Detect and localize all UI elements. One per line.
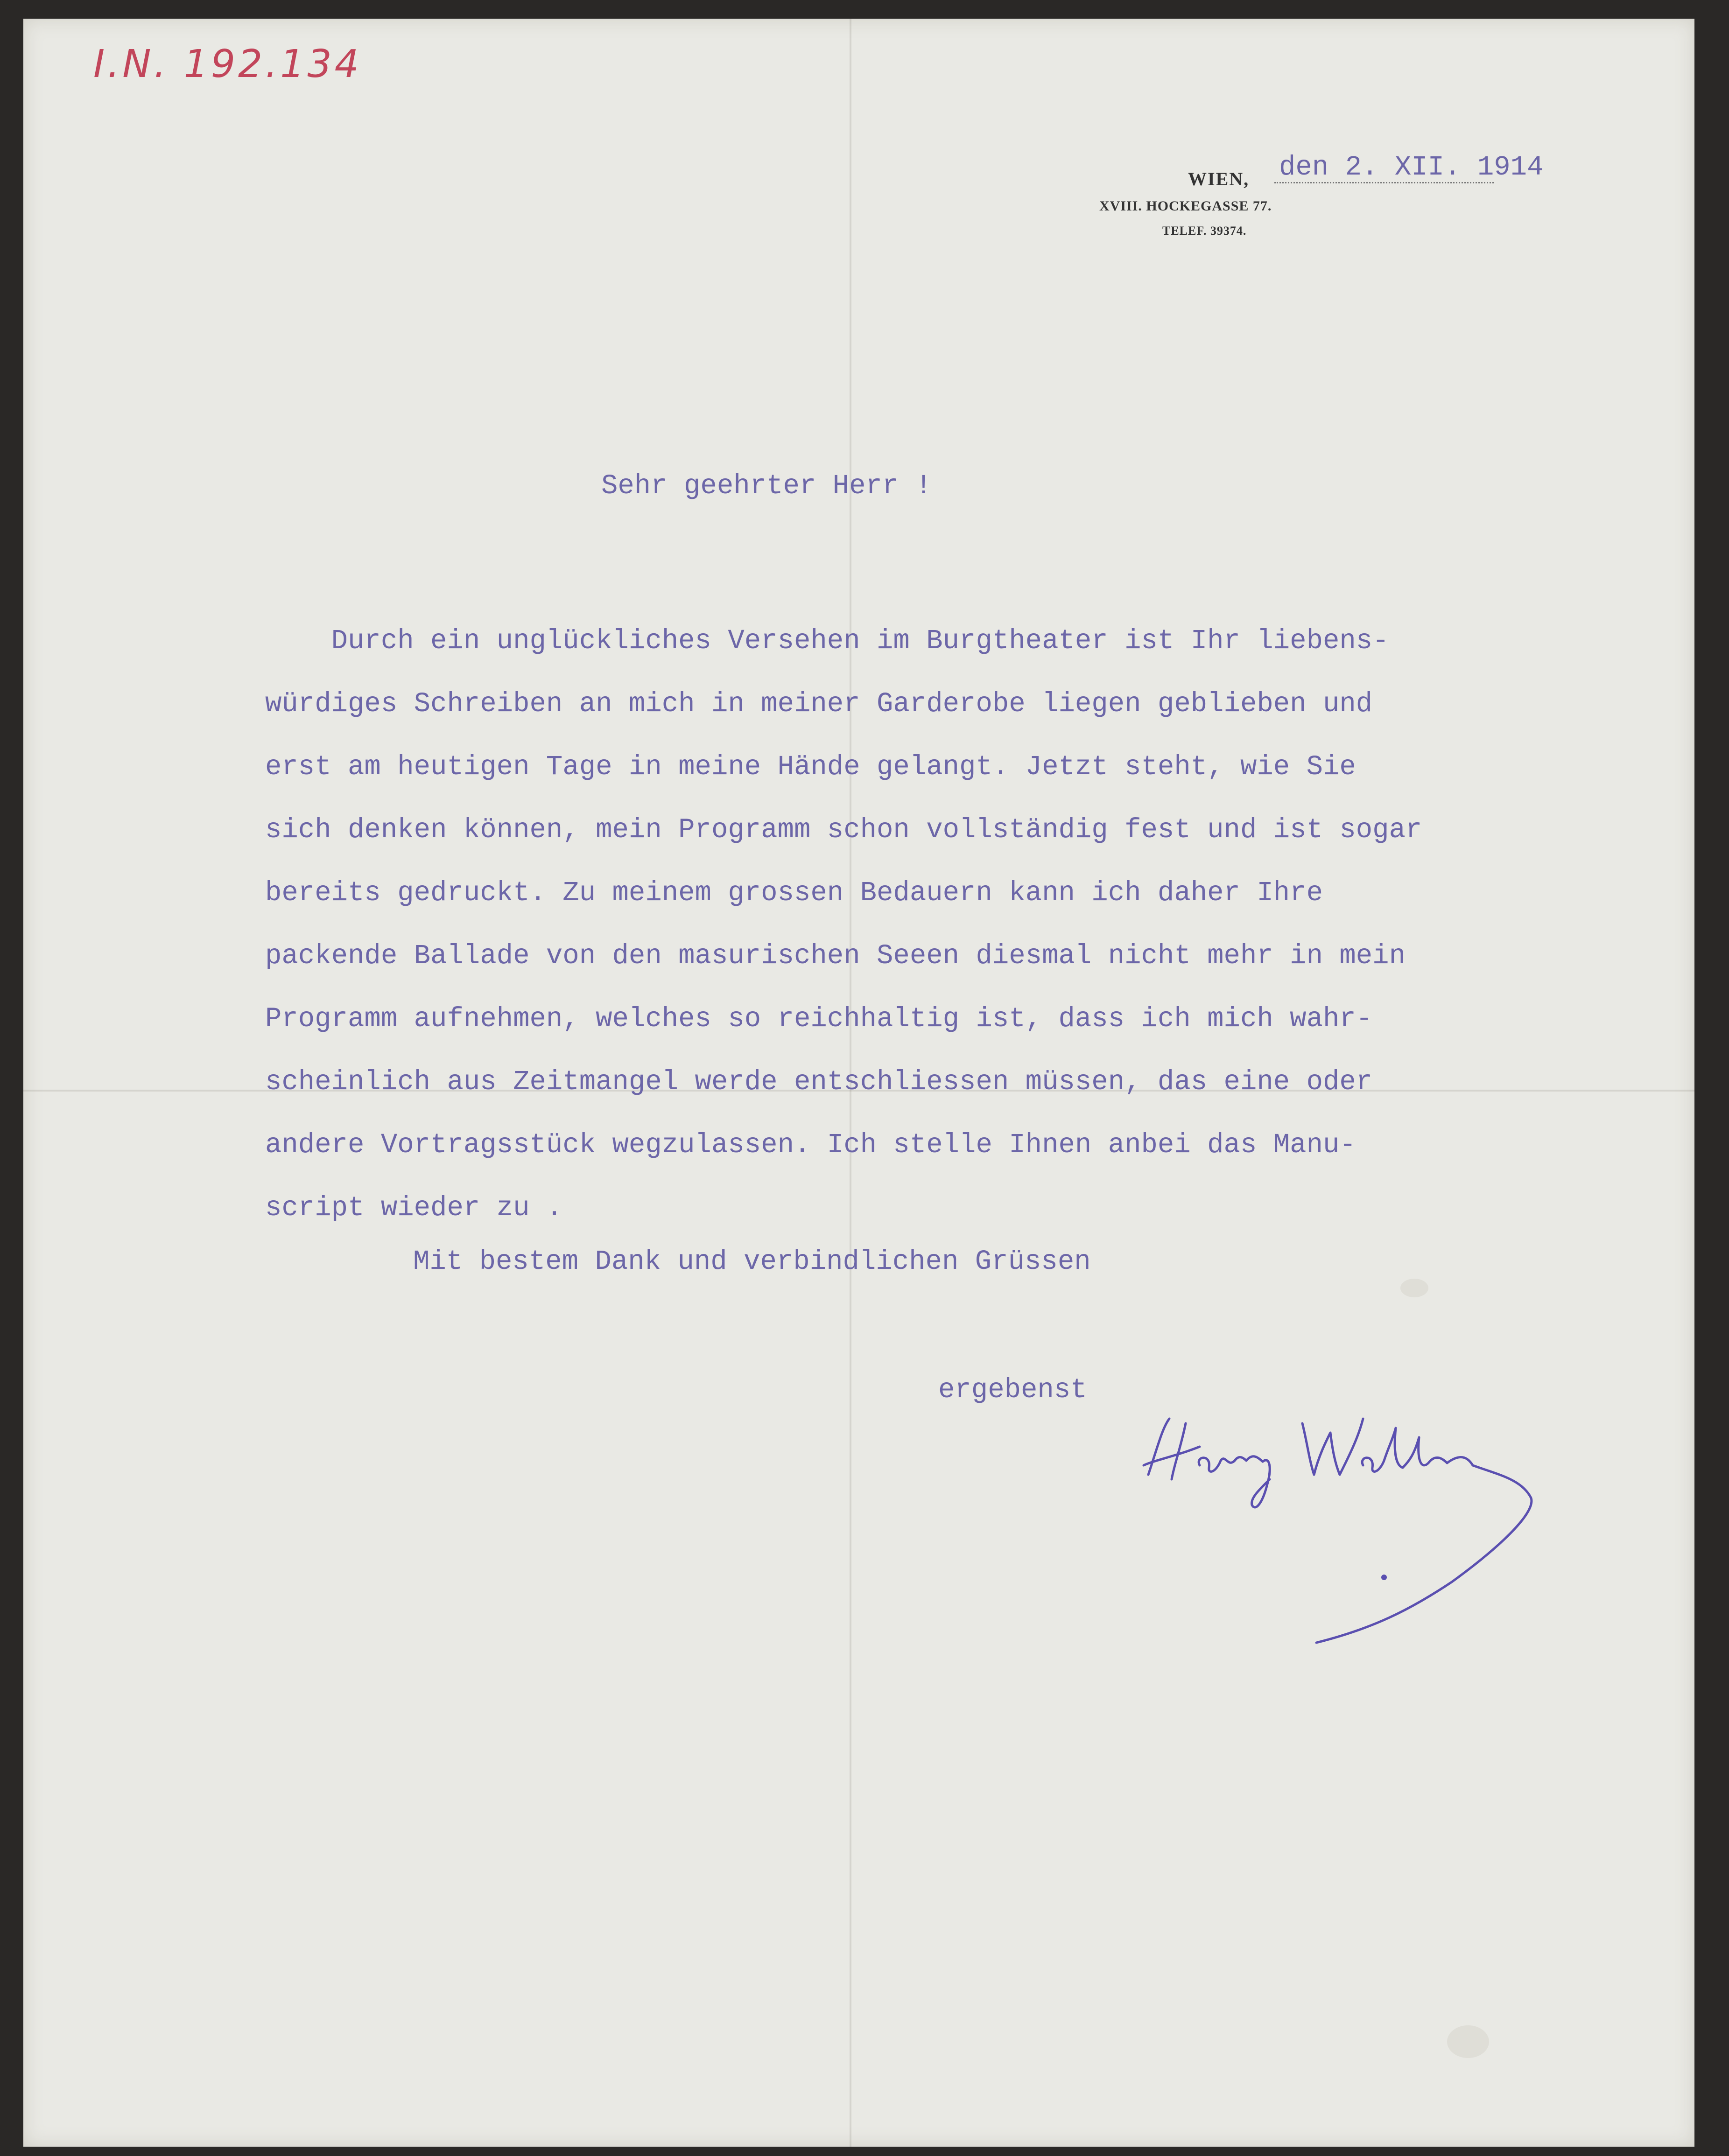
salutation: Sehr geehrter Herr ! bbox=[601, 470, 932, 502]
paper-stain bbox=[1400, 1279, 1428, 1297]
body-line: bereits gedruckt. Zu meinem grossen Bedauern kann ich daher Ihre bbox=[265, 877, 1323, 909]
body-line: erst am heutigen Tage in meine Hände gelangt. Jetzt steht, wie Sie bbox=[265, 751, 1356, 783]
letterhead-city: WIEN, bbox=[1188, 168, 1250, 189]
handwritten-signature bbox=[1130, 1409, 1573, 1671]
body-line: würdiges Schreiben an mich in meiner Garderobe liegen geblieben und bbox=[265, 688, 1373, 720]
body-line: Durch ein unglückliches Versehen im Burgtheater ist Ihr liebens- bbox=[265, 625, 1389, 657]
valediction: ergebenst bbox=[938, 1374, 1087, 1406]
body-line: andere Vortragsstück wegzulassen. Ich stelle Ihnen anbei das Manu- bbox=[265, 1129, 1356, 1161]
letterhead-telephone: TELEF. 39374. bbox=[1162, 224, 1247, 238]
paper-stain bbox=[1447, 2025, 1489, 2058]
body-line: scheinlich aus Zeitmangel werde entschliessen müssen, das eine oder bbox=[265, 1066, 1373, 1098]
closing-line: Mit bestem Dank und verbindlichen Grüssen bbox=[413, 1246, 1091, 1277]
body-line: script wieder zu . bbox=[265, 1192, 563, 1224]
body-line: packende Ballade von den masurischen Seeen diesmal nicht mehr in mein bbox=[265, 940, 1406, 972]
letter-date: den 2. XII. 1914 bbox=[1279, 152, 1544, 183]
letterhead-address: XVIII. HOCKEGASSE 77. bbox=[1099, 198, 1272, 214]
body-line: sich denken können, mein Programm schon vollständig fest und ist sogar bbox=[265, 814, 1422, 846]
body-line: Programm aufnehmen, welches so reichhaltig ist, dass ich mich wahr- bbox=[265, 1003, 1373, 1035]
inventory-number: I.N. 192.134 bbox=[93, 42, 362, 86]
